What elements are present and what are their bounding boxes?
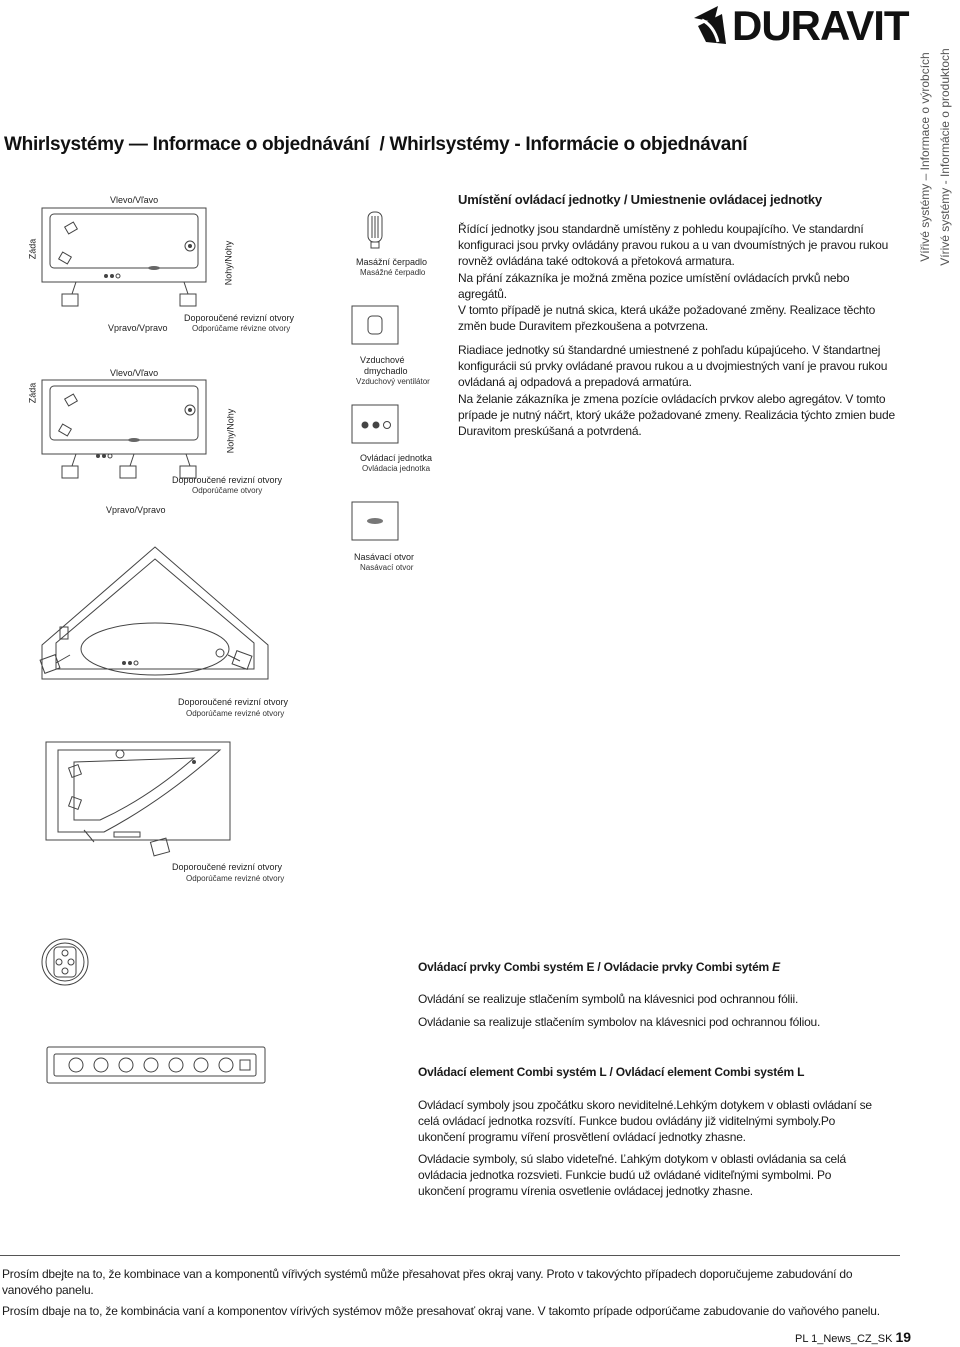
combi-e-sk: Ovládanie sa realizuje stlačením symbolov na klávesnici pod ochrannou fóliou. (418, 1015, 821, 1029)
footer-note-sk: Prosím dbaje na to, že kombinácia vaní a komponentov vírivých systémov môže presahovať okraj vane. V takomto prípade odporúčame zabudovanie do vaňového panelu. (2, 1304, 880, 1318)
side-tab-line-cz: Vířivé systémy – Informace o výrobcích (918, 52, 932, 262)
placement-cz-line: změn bude Duravitem přezkoušena a potvrzena. (458, 319, 709, 333)
combi-l-cz-line: celá ovládací jednotka rozsvítí. Funkce budou ovládány již viditelnými symboly.Po (418, 1114, 836, 1128)
placement-cz-line: rovněž ovládána také odtoková a přetoková armatura. (458, 254, 735, 268)
tub2-access-cz: Doporoučené revizní otvory (172, 475, 283, 485)
page-number: 19 (895, 1329, 912, 1345)
page-ref-text: PL 1_News_CZ_SK (795, 1333, 893, 1345)
combi-l-sk (418, 1151, 898, 1199)
corner-tub-diagram (40, 545, 270, 695)
combi-l-cz-line: Ovládací symboly jsou zpočátku skoro neviditelné.Lehkým dotykem v oblasti ovládaní se (418, 1098, 872, 1112)
rect-tub-1-diagram (42, 208, 242, 308)
placement-cz (458, 221, 898, 334)
tub1-access-cz: Doporoučené revizní otvory (184, 313, 295, 323)
combi-e-heading (418, 959, 780, 975)
footer-note-cz (2, 1266, 902, 1298)
control-unit-icon (352, 405, 400, 445)
footer-rule (0, 1255, 900, 1256)
footer-note-cz-line-1: Prosím dbejte na to, že kombinace van a komponentů vířivých systémů může přesahovat přes okraj vany. Proto v takovýchto případech doporučujeme zabudování do (2, 1267, 853, 1281)
tub2-top-label: Vlevo/Vľavo (110, 368, 159, 378)
placement-cz-line: Na přání zákazníka je možná změna pozice umístění ovládacích prvků nebo agregátů. (458, 271, 850, 301)
suction-label-cz: Nasávací otvor (354, 552, 415, 562)
placement-sk-line: Na želanie zákazníka je zmena pozície ovládacích prvkov alebo agregátov. V tomto (458, 392, 886, 406)
combi-l-cz (418, 1097, 898, 1145)
placement-sk (458, 342, 898, 439)
side-tab-line-sk: Vírivé systémy - Informácie o produktoch (938, 48, 952, 266)
pump-label-sk: Masážné čerpadlo (360, 268, 426, 277)
asymmetric-tub-diagram (44, 740, 234, 860)
combi-l-cz-line: ukončení programu víření prosvětlení ovládací jednotky zhasne. (418, 1130, 746, 1144)
blower-label-sk: Vzduchový ventilátor (356, 377, 430, 386)
placement-cz-line: V tomto případě je nutná skica, která ukáže požadované změny. Realizace těchto (458, 303, 876, 317)
combi-e-heading-italic: E (772, 960, 780, 974)
corner-tub-access-sk: Odporúčame revizné otvory (186, 709, 285, 718)
combi-l-panel-icon (46, 1046, 268, 1086)
logo-text: DURAVIT (732, 2, 909, 49)
combi-l-sk-line: Ovládacie symboly, sú slabo videteľné. Ľahkým dotykom v oblasti ovládania sa celá (418, 1152, 846, 1166)
tub1-access-sk: Odporúčame révizne otvory (192, 324, 291, 333)
placement-sk-line: ovládaná aj odpadová a prepadová armatúra. (458, 375, 692, 389)
suction-label-sk: Nasávací otvor (360, 563, 414, 572)
duravit-logo (692, 2, 909, 49)
placement-sk-line: Duravitom preskúšaná a potvrdená. (458, 424, 642, 438)
tub2-access-sk: Odporúčame otvory (192, 486, 263, 495)
pump-icon (364, 210, 388, 250)
asym-tub-access-cz: Doporoučené revizní otvory (172, 862, 283, 872)
placement-cz-line: Řídící jednotky jsou standardně umístěny z pohledu koupajícího. Ve standardní (458, 222, 864, 236)
combi-l-sk-line: ukončení programu vírenia osvetlenie ovládacej jednotky zhasne. (418, 1184, 753, 1198)
corner-tub-access-cz: Doporoučené revizní otvory (178, 697, 289, 707)
blower-label-cz-1: Vzduchové (360, 355, 405, 365)
tub1-top-label: Vlevo/Vľavo (110, 195, 159, 205)
rect-tub-2-diagram (42, 380, 242, 480)
footer-note-cz-line-2: vanového panelu. (2, 1283, 94, 1297)
page-reference (795, 1329, 911, 1345)
suction-opening-icon (352, 502, 400, 542)
tub2-right-label: Nohy/Nohy (225, 408, 236, 454)
placement-heading: Umístění ovládací jednotky / Umiestnenie ovládacej jednotky (458, 192, 822, 207)
placement-sk-line: konfigurácii sú prvky ovládané pravou rukou a u dvojmiestných vaní je pravou rukou (458, 359, 888, 373)
blower-label-cz-2: dmychadlo (364, 366, 408, 376)
tub2-side-label: Záda (27, 382, 38, 404)
tub2-bottom-left-label: Vpravo/Vpravo (106, 505, 166, 515)
page-title: Whirlsystémy — Informace o objednávání / Whirlsystémy - Informácie o objednávaní (4, 134, 748, 155)
side-tab (900, 0, 950, 300)
tub1-bottom-left-label: Vpravo/Vpravo (108, 323, 168, 333)
control-label-sk: Ovládacia jednotka (362, 464, 431, 473)
combi-e-keypad-icon (40, 937, 90, 987)
combi-e-cz: Ovládání se realizuje stlačením symbolů na klávesnici pod ochrannou fólii. (418, 992, 799, 1006)
combi-e-heading-text: Ovládací prvky Combi systém E / Ovládacie prvky Combi sytém (418, 960, 773, 974)
placement-cz-line: konfiguraci jsou prvky ovládány pravou rukou a u van dvoumístných je pravou rukou (458, 238, 889, 252)
combi-l-sk-line: ovládacia jednotka rozsvieti. Funkcie budú už ovládané viditeľnými symbolmi. Po (418, 1168, 832, 1182)
tub1-side-label: Záda (27, 238, 38, 260)
asym-tub-access-sk: Odporúčame revizné otvory (186, 874, 285, 883)
asymmetric-tub-access-box (148, 830, 188, 860)
combi-l-heading: Ovládací element Combi systém L / Ovládací element Combi systém L (418, 1065, 805, 1079)
tub1-right-label: Nohy/Nohy (223, 240, 234, 286)
blower-icon (352, 306, 400, 346)
pump-label-cz: Masážní čerpadlo (356, 257, 428, 267)
placement-sk-line: Riadiace jednotky sú štandardné umiestnené z pohľadu kúpajúceho. V štandartnej (458, 343, 881, 357)
control-label-cz: Ovládací jednotka (360, 453, 433, 463)
placement-sk-line: prípade je nutný náčrt, ktorý ukáže požadované zmeny. Realizácia týchto zmien bude (458, 408, 895, 422)
